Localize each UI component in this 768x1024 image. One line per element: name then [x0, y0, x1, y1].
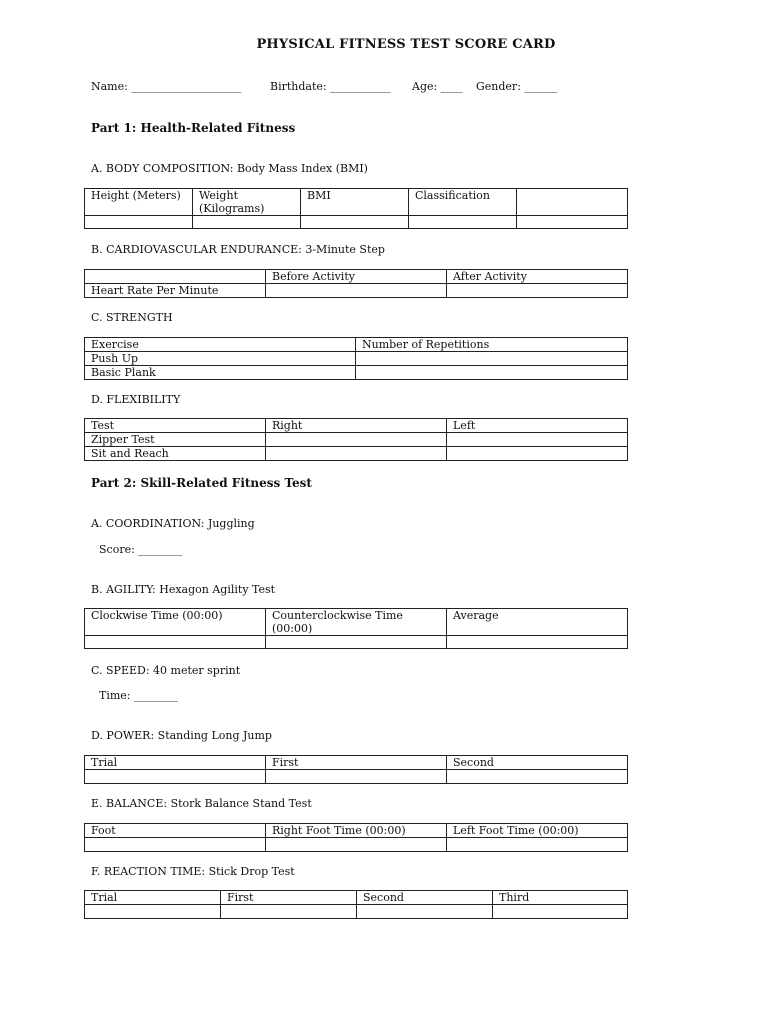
table-header-cell: Second [447, 756, 628, 770]
table-header-cell: Weight (Kilograms) [193, 189, 301, 216]
table-header-cell: Trial [85, 756, 266, 770]
table-row [85, 770, 628, 784]
coordination-score-field[interactable]: Score: ________ [99, 543, 183, 556]
entry-cell[interactable] [266, 447, 447, 461]
entry-cell[interactable] [517, 216, 628, 229]
age-field-label[interactable]: Age: ____ [412, 80, 463, 93]
table-header-cell: Test [85, 419, 266, 433]
entry-cell[interactable] [493, 905, 628, 919]
table-row [85, 838, 628, 852]
table-row [85, 216, 628, 229]
part1-heading: Part 1: Health-Related Fitness [91, 121, 296, 135]
birthdate-field-label[interactable]: Birthdate: ___________ [270, 80, 391, 93]
power-section-heading: D. POWER: Standing Long Jump [91, 729, 272, 742]
table-row [85, 636, 628, 649]
table-row [85, 366, 628, 380]
speed-time-field[interactable]: Time: ________ [99, 689, 178, 702]
entry-cell[interactable] [447, 433, 628, 447]
entry-cell[interactable] [356, 366, 628, 380]
table-row [85, 905, 628, 919]
table-header-row [85, 609, 628, 636]
balance-section-heading: E. BALANCE: Stork Balance Stand Test [91, 797, 312, 810]
table-header-cell [85, 270, 266, 284]
row-label-cell: Push Up [85, 352, 356, 366]
entry-cell[interactable] [193, 216, 301, 229]
table-header-cell: First [266, 756, 447, 770]
table-header-row [85, 419, 628, 433]
table-header-cell: Left [447, 419, 628, 433]
table-header-cell: Second [357, 891, 493, 905]
row-label-cell: Zipper Test [85, 433, 266, 447]
entry-cell[interactable] [266, 770, 447, 784]
table-header-cell: Average [447, 609, 628, 636]
table-header-cell: Before Activity [266, 270, 447, 284]
entry-cell[interactable] [447, 636, 628, 649]
table-header-cell: BMI [301, 189, 409, 216]
entry-cell[interactable] [409, 216, 517, 229]
row-label-cell: Basic Plank [85, 366, 356, 380]
cardio-section-heading: B. CARDIOVASCULAR ENDURANCE: 3-Minute Step [91, 243, 385, 256]
entry-cell[interactable] [447, 838, 628, 852]
entry-cell[interactable] [221, 905, 357, 919]
table-header-cell [517, 189, 628, 216]
table-header-cell: Left Foot Time (00:00) [447, 824, 628, 838]
table-header-cell: Right [266, 419, 447, 433]
bmi-section-heading: A. BODY COMPOSITION: Body Mass Index (BMI) [91, 162, 368, 175]
table-header-row [85, 270, 628, 284]
table-header-cell: Number of Repetitions [356, 338, 628, 352]
table-header-row [85, 189, 628, 216]
table-row [85, 447, 628, 461]
table-header-row [85, 824, 628, 838]
table-header-row [85, 338, 628, 352]
entry-cell[interactable] [266, 838, 447, 852]
gender-field-label[interactable]: Gender: ______ [476, 80, 558, 93]
table-header-cell: Clockwise Time (00:00) [85, 609, 266, 636]
bmi-table [84, 188, 628, 229]
table-header-cell: Exercise [85, 338, 356, 352]
name-field-label[interactable]: Name: ____________________ [91, 80, 242, 93]
entry-cell[interactable] [85, 905, 221, 919]
table-header-row [85, 891, 628, 905]
reaction-section-heading: F. REACTION TIME: Stick Drop Test [91, 865, 295, 878]
agility-section-heading: B. AGILITY: Hexagon Agility Test [91, 583, 276, 596]
table-header-cell: After Activity [447, 270, 628, 284]
entry-cell[interactable] [85, 216, 193, 229]
speed-section-heading: C. SPEED: 40 meter sprint [91, 664, 241, 677]
entry-cell[interactable] [356, 352, 628, 366]
table-row [85, 352, 628, 366]
strength-section-heading: C. STRENGTH [91, 311, 173, 324]
table-row [85, 284, 628, 298]
strength-table [84, 337, 628, 380]
entry-cell[interactable] [266, 636, 447, 649]
table-header-cell: Right Foot Time (00:00) [266, 824, 447, 838]
table-header-cell: First [221, 891, 357, 905]
table-header-cell: Counterclockwise Time (00:00) [266, 609, 447, 636]
row-label-cell: Sit and Reach [85, 447, 266, 461]
reaction-table [84, 890, 628, 919]
flexibility-section-heading: D. FLEXIBILITY [91, 393, 181, 406]
entry-cell[interactable] [447, 447, 628, 461]
table-header-cell: Classification [409, 189, 517, 216]
entry-cell[interactable] [266, 433, 447, 447]
entry-cell[interactable] [266, 284, 447, 298]
entry-cell[interactable] [357, 905, 493, 919]
entry-cell[interactable] [85, 636, 266, 649]
table-header-cell: Trial [85, 891, 221, 905]
table-row [85, 433, 628, 447]
power-table [84, 755, 628, 784]
agility-table [84, 608, 628, 649]
table-header-cell: Height (Meters) [85, 189, 193, 216]
entry-cell[interactable] [447, 770, 628, 784]
entry-cell[interactable] [85, 770, 266, 784]
page-title: PHYSICAL FITNESS TEST SCORE CARD [256, 37, 556, 52]
cardio-table [84, 269, 628, 298]
coordination-section-heading: A. COORDINATION: Juggling [91, 517, 255, 530]
balance-table [84, 823, 628, 852]
table-header-cell: Third [493, 891, 628, 905]
part2-heading: Part 2: Skill-Related Fitness Test [91, 476, 312, 490]
row-label-cell: Heart Rate Per Minute [85, 284, 266, 298]
entry-cell[interactable] [301, 216, 409, 229]
flexibility-table [84, 418, 628, 461]
entry-cell[interactable] [85, 838, 266, 852]
entry-cell[interactable] [447, 284, 628, 298]
table-header-row [85, 756, 628, 770]
table-header-cell: Foot [85, 824, 266, 838]
